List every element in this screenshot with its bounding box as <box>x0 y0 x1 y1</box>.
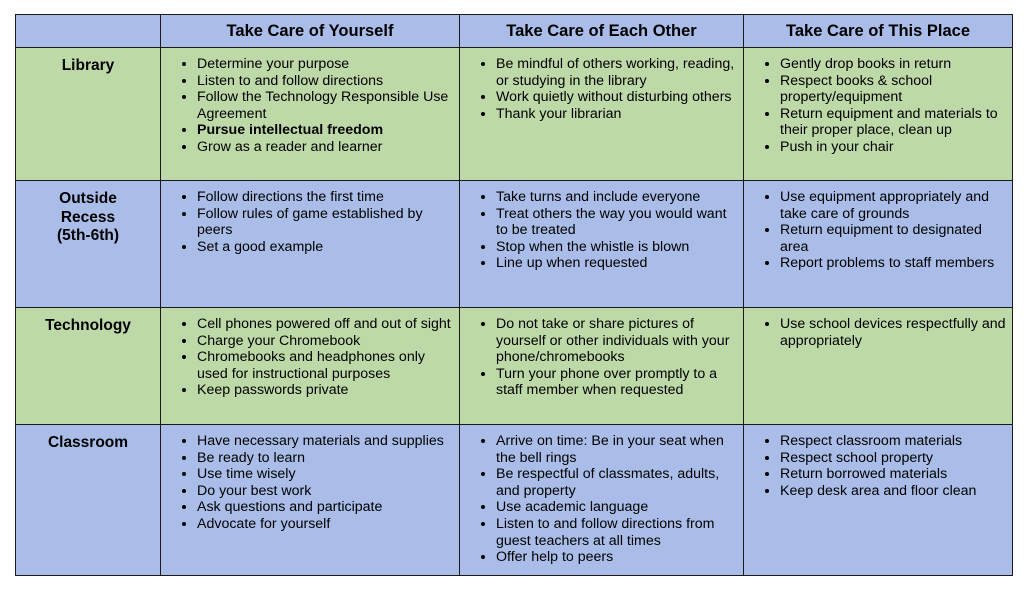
list-item: • Work quietly without disturbing others <box>496 89 737 106</box>
row-label-classroom: Classroom <box>47 434 129 451</box>
cell-classroom-place <box>744 425 1013 576</box>
cell-library-yourself <box>161 48 460 181</box>
list-item: • Be respectful of classmates, adults, and property <box>496 466 737 499</box>
header-take-care-of-each-other: Take Care of Each Other <box>460 15 744 48</box>
list-item: • Return equipment and materials to their proper place, clean up <box>780 106 1006 139</box>
bullet-list <box>161 48 459 156</box>
list-item: • Grow as a reader and learner <box>197 139 453 156</box>
bullet-list <box>161 308 459 399</box>
list-item: • Have necessary materials and supplies <box>197 433 453 450</box>
list-item: • Respect books & school property/equipment <box>780 73 1006 106</box>
list-item: • Listen to and follow directions from guest teachers at all times <box>496 516 737 549</box>
list-item: • Do your best work <box>197 483 453 500</box>
list-item: • Determine your purpose <box>197 56 453 73</box>
table-row-technology <box>16 308 1013 425</box>
cell-classroom-yourself <box>161 425 460 576</box>
table-row-outside-recess <box>16 181 1013 308</box>
bullet-list <box>460 48 743 122</box>
list-item: • Turn your phone over promptly to a staff member when requested <box>496 366 737 399</box>
bullet-list <box>161 181 459 255</box>
list-item: • Stop when the whistle is blown <box>496 239 737 256</box>
list-item: • Gently drop books in return <box>780 56 1006 73</box>
cell-technology-yourself <box>161 308 460 425</box>
list-item: • Follow directions the first time <box>197 189 453 206</box>
cell-library-each-other <box>460 48 744 181</box>
bullet-list <box>744 308 1012 349</box>
list-item: • Arrive on time: Be in your seat when the bell rings <box>496 433 737 466</box>
row-label-technology: Technology <box>45 317 131 334</box>
list-item-emphasized: • Pursue intellectual freedom <box>197 122 453 139</box>
cell-recess-yourself <box>161 181 460 308</box>
row-label-cell <box>16 425 161 576</box>
list-item: • Keep desk area and floor clean <box>780 483 1006 500</box>
list-item: • Be ready to learn <box>197 450 453 467</box>
list-item: • Be mindful of others working, reading, or studying in the library <box>496 56 737 89</box>
list-item: • Offer help to peers <box>496 549 737 566</box>
cell-recess-each-other <box>460 181 744 308</box>
row-label-cell <box>16 181 161 308</box>
list-item: • Return equipment to designated area <box>780 222 1006 255</box>
cell-technology-each-other <box>460 308 744 425</box>
row-label-cell <box>16 308 161 425</box>
cell-technology-place <box>744 308 1013 425</box>
list-item: • Cell phones powered off and out of sight <box>197 316 453 333</box>
list-item: • Use equipment appropriately and take care of grounds <box>780 189 1006 222</box>
header-corner-cell <box>16 15 161 48</box>
list-item: • Listen to and follow directions <box>197 73 453 90</box>
bullet-list <box>161 425 459 533</box>
list-item: • Follow the Technology Responsible Use Agreement <box>197 89 453 122</box>
bullet-list <box>460 308 743 399</box>
row-label-outside-recess: Outside Recess (5th-6th) <box>57 190 119 244</box>
list-item: • Use school devices respectfully and appropriately <box>780 316 1006 349</box>
list-item: • Use academic language <box>496 499 737 516</box>
list-item: • Use time wisely <box>197 466 453 483</box>
bullet-list <box>460 181 743 272</box>
list-item: • Respect school property <box>780 450 1006 467</box>
list-item: • Line up when requested <box>496 255 737 272</box>
bullet-list <box>744 48 1012 156</box>
list-item: • Thank your librarian <box>496 106 737 123</box>
cell-recess-place <box>744 181 1013 308</box>
bullet-list <box>744 181 1012 272</box>
list-item: • Respect classroom materials <box>780 433 1006 450</box>
header-take-care-of-yourself: Take Care of Yourself <box>161 15 460 48</box>
list-item: • Return borrowed materials <box>780 466 1006 483</box>
expectations-matrix <box>15 14 1013 576</box>
list-item: • Set a good example <box>197 239 453 256</box>
cell-classroom-each-other <box>460 425 744 576</box>
bullet-list <box>744 425 1012 499</box>
expectations-matrix-container <box>15 14 1013 576</box>
row-label-cell <box>16 48 161 181</box>
list-item: • Treat others the way you would want to be treated <box>496 206 737 239</box>
list-item: • Charge your Chromebook <box>197 333 453 350</box>
table-row-library <box>16 48 1013 181</box>
list-item: • Push in your chair <box>780 139 1006 156</box>
list-item: • Take turns and include everyone <box>496 189 737 206</box>
list-item: • Follow rules of game established by peers <box>197 206 453 239</box>
list-item: • Advocate for yourself <box>197 516 453 533</box>
row-label-library: Library <box>61 57 115 74</box>
header-row <box>16 15 1013 48</box>
cell-library-place <box>744 48 1013 181</box>
list-item: • Chromebooks and headphones only used for instructional purposes <box>197 349 453 382</box>
table-row-classroom <box>16 425 1013 576</box>
list-item: • Report problems to staff members <box>780 255 1006 272</box>
header-take-care-of-this-place: Take Care of This Place <box>744 15 1013 48</box>
list-item: • Ask questions and participate <box>197 499 453 516</box>
list-item: • Do not take or share pictures of yourself or other individuals with your phone/chromebooks <box>496 316 737 366</box>
list-item: • Keep passwords private <box>197 382 453 399</box>
bullet-list <box>460 425 743 566</box>
